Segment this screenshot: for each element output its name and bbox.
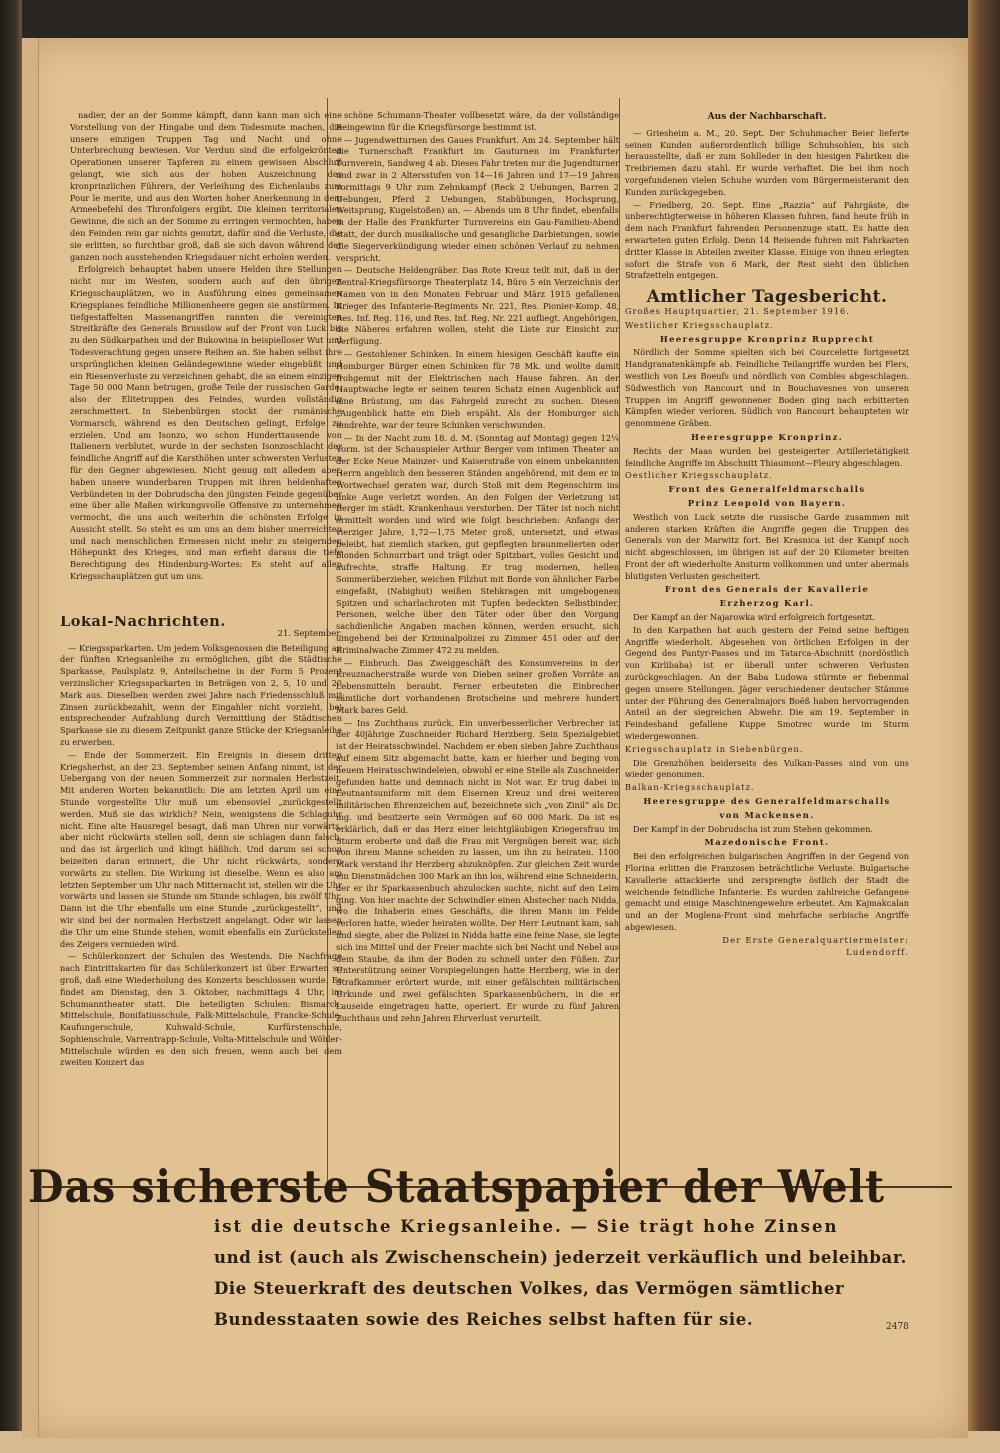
lokal-heading: Lokal-Nachrichten. (60, 616, 226, 630)
karl-heading: Front des Generals der Kavallerie (664, 584, 870, 595)
paragraph: — Schülerkonzert der Schulen des Westends. Die Nachfrage nach Eintrittskarten für das Schülerkonzert ist über Erwarten so groß, daß eine Wiederholung des Konzerts beschlossen wurde. Es findet am Dienstag, den 3. Oktober, nachmittags 4 Uhr, im Schumanntheater statt. Die beteiligten Schulen: Bismarck-Mittelschule, Bonifatiusschule, Falk-Mittelschule, Francke-Schule, Kaufungerschule, Kuhwald-Schule, Kurfürstenschule, Sophienschule, Varrentrapp-Schule, Volta-Mittelschule und Wöhler-Mittelschule würden es den sich freuen, wenn auch bei dem zweiten Konzert das (60, 951, 342, 1068)
paragraph: — Kriegssparkarten. Um jedem Volksgenossen die Beteiligung an der fünften Kriegsanleihe zu ermöglichen, gibt die Städtische Sparkasse, Paulsplatz 9, Anteilscheine in der Form 5 Prozent verzinslicher Kriegssparkarten in Beträgen von 2, 5, 10 und 20 Mark aus. Dieselben werden zwei Jahre nach Friedensschluß mit Zinsen zurückbezahlt, wenn der Eingahler nicht vorzieht, bei entsprechender Aufzahlung durch Vermittlung der Städtischen Sparkasse sie zu diesem Zeitpunkt ganze Stücke der Kriegsanleihe zu erwerben. (60, 642, 342, 747)
ad-line-4: Bundesstaaten sowie des Reiches selbst haften für sie. (214, 1310, 754, 1329)
paragraph: — Ende der Sommerzeit. Ein Ereignis in diesem dritten Kriegsherbst, an der 23. September seinen Anfang nimmt, ist der Uebergang von der neuen Sommerzeit zur normalen Herbstzeit. Mit anderen Worten bekanntlich: Die am letzten April um eine Stunde vorgestellte Uhr muß um ebensoviel „zurückgestellt werden. Muß sie das wirklich? Nein, wenigstens die Schlaguhr nicht. Eine alte Hausregel besagt, daß man Uhren nur vorwärts, aber nicht rückwärts stellen soll, denn sie schlagen dann falsch, und das ist ärgerlich und klingt häßlich. Und darum sei schon beizeiten daran erinnert, die Uhr nicht rückwärts, sondern vorwärts zu stellen. Die Wirkung ist dieselbe. Wenn es also am letzten September um Uhr nach Mitternacht ist, stellen wir die Uhr vorwärts und lassen sie Stunde um Stunde schlagen, bis zwölf Uhr. Dann ist die Uhr ebenfalls um eine Stunde „zurückgestellt“, und wir sind bei der normalen Herbstzeit angelangt. Oder wir lassen die Uhr um eine Stunde stehen, womit ebenfalls ein Zurückstellen des Zeigers vermieden wird. (60, 749, 342, 949)
paragraph: — Ins Zuchthaus zurück. Ein unverbesserlicher Verbrecher ist der 40jährige Zuschneider Richard Herzberg. Sein Spezialgebiet ist der Heiratsschwindel. Nachdem er eben sieben Jahre Zuchthaus auf einem Sitz abgemacht hatte, kam er hierher und beging von neuem Heiratsschwindeleien, obwohl er eine Stelle als Zuschneider gefunden hatte und demnach nicht in Not war. Er trug dabei in Leutnantsuniform mit dem Eisernen Kreuz und drei weiteren militärischen Ehrenzeichen auf, bezeichnete sich „von Zinil“ als Dr. ing. und besitzerte sein Vermögen auf 60 000 Mark. Da ist es erklärlich, daß er das Herz einer leichtgläubigen Kriegersfrau im Sturm eroberte und daß die Frau mit Vergnügen bereit war, sich von ihrem Manne scheiden zu lassen, um ihn zu heiraten. 1100 Mark verstand ihr Herzberg abzuknöpfen. Zur gleichen Zeit wurde ein Dienstmädchen 300 Mark an ihn los, während eine Schneiderin, der er ihr Sparkassenbuch abzulocken suchte, nicht auf den Leim ging. Von hier machte der Schwindler einen Abstecher nach Nidda, wo die Inhaberin eines Geschäfts, die ihren Mann im Felde verloren hatte, wieder heiraten wollte. Der Herr Leutnant kam, sah und siegte, aber die Polizei in Nidda hatte eine feine Nase, sie legte sich ins Mittel und der Freier machte sich bei Nacht und Nebel aus dem Staube, da ihm der Boden zu schnell unter den Füßen. Zur Unterstützung seiner Vorspiegelungen hatte Herzberg, wie in der Strafkammer erörtert wurde, mit einer gefälschten militärischen Urkunde und zwei gefälschten Sparkassenbüchern, in die er Lauseide eingetragen hatte, operiert. Er wurde zu fünf Jahren Zuchthaus und zehn Jahren Ehrverlust verurteilt. (336, 717, 619, 1023)
paragraph: Westlich von Luck setzte die russische Garde zusammen mit anderen starken Kräften die Angriffe gegen die Truppen des Generals von der Marwitz fort. Bei Krasnica ist der Kampf noch nicht abgeschlossen, im übrigen ist auf der 20 Kilometer breiten Front der oft wiederholte Ansturm vollkommen und unter abermals blutigsten Verlusten gescheitert. (625, 511, 909, 581)
mackensen-heading: Heeresgruppe des Generalfeldmarschalls (643, 796, 891, 807)
paragraph: Rechts der Maas wurden bei gesteigerter Artillerietätigkeit feindliche Angriffe im Abschnitt Thiaumont—Fleury abgeschlagen. (625, 445, 909, 468)
paragraph: — Deutsche Heldengräber. Das Rote Kreuz teilt mit, daß in der Zentral-Kriegsfürsorge Theaterplatz 14, Büro 5 ein Verzeichnis der Namen von in den Monaten Februar und März 1915 gefallenen Krieger des Infanterie-Regiments Nr. 221, Res. Pionier-Komp. 48, Res. Inf. Reg. 116, und Res. Inf. Reg. Nr. 221 aufliegt. Angehörigen, die Näheres erfahren wollen, steht die Liste zur Einsicht zur Verfügung. (336, 265, 619, 347)
ad-line-3: Die Steuerkraft des deutschen Volkes, das Vermögen sämtlicher (214, 1279, 845, 1298)
mackensen-name: von Mackensen. (719, 809, 815, 820)
signature-name: Ludendorff. (846, 946, 909, 957)
column-2 (336, 110, 619, 1178)
column-1-lokal (60, 616, 342, 1176)
paragraph: In den Karpathen hat auch gestern der Feind seine heftigen Angriffe wiederholt. Abgesehen von örtlichen Erfolgen in der Gegend des Pantyr-Passes und im Tatarca-Abschnitt (nordöstlich von Kirlibaba) ist er überall unter schweren Verlusten zurückgeschlagen. An der Baba Ludowa stürmte er fiebenmal gegen unsere Stellungen. Jäger verschiedener deutscher Stämme unter der Führung des Generalmajors Boëß haben hervorragenden Anteil an der siegreichen Abwehr. Die am 19. September in Feindeshand gefallene Kuppe Smotrec wurde im Sturm wiedergewonnen. (625, 624, 909, 742)
ad-headline: Das sicherste Staatspapier der Welt (28, 1160, 886, 1213)
paragraph: schöne Schumann-Theater vollbesetzt wäre, da der vollständige Reingewinn für die Kriegsfürsorge bestimmt ist. (336, 110, 619, 132)
paragraph: Erfolgreich behauptet haben unsere Helden ihre Stellungen nicht nur im Westen, sondern auch auf den übrigen Kriegsschauplätzen, wo in Ausführung eines gemeinsamen Kriegsplanes feindliche Millionenheere gegen sie anstürmen. In tiefgestaffelten Massenangriffen rannten die vereinigten Streitkräfte des Generals Brussilow auf der Front von Luck bis zu den Südkarpathen und der Bukowina in beispielloser Wut und Todesverachtung gegen unsere Reihen an. Sie haben selbst ihre ursprünglichen kleinen Geländegewinne wieder eingebüßt und ein Riesenverluste zu verzeichnen gehabt, die an einem einzigen Tage 50 000 Mann betrugen, große Teile der russischen Garde, also der Elitetruppen des Feindes, wurden vollständig zerschmettert. In Siebenbürgen stockt der rumänische Vormarsch, während es den Deutschen gelingt, Erfolge zu erzielen. Und am Isonzo, wo schon Hunderttausende von Italienern verblutet, wurde in der sechsten Isonzoschlacht der feindliche Angriff auf die Karsthöhen unter schwersten Verlusten für den Gegner abgewiesen. Nicht genug mit alledem aber, haben unsere wunderbaren Truppen mit ihren heldenhaften Verbündeten in der Dobrudscha den jüngsten Feinde gegenüber eine über alle Maßen wirkungsvolle Offensive zu unternehmen vermocht, die uns auch weiterhin die schönsten Erfolge in Aussicht stellt. So steht es um uns an dem bisher unerreichten und nach menschlichen Ermessen nicht mehr zu steigernden Höhepunkt des Krieges, und man erfieht daraus die tiefe Berechtigung des Hindenburg-Wortes: Es steht auf allen Kriegsschauplätzen gut um uns. (70, 264, 342, 582)
column-3 (625, 110, 909, 1178)
paragraph: nadier, der an der Somme kämpft, dann kann man sich eine Vorstellung von der Hingabe und dem Todesmute machen, die unsere einzigen Truppen Tag und Nacht und ohne Unterbrechung bewiesen. Vor Verdun sind die erfolgekrönten Operationen unserer Tapferen zu einem gewissen Abschluß gelangt, wie sich aus der hohen Auszeichnung des kronprinzlichen Führers, der Verleihung des Eichenlaubs zum Pour le merite, und aus den Worten hoher Anerkennung in dem Armeebefehl des Thronfolgers ergibt. Die kleinen territorialen Gewinne, die sich an der Somme zu erringen vermochten, haben den Feinden rein gar nichts genutzt, dafür sind die Verluste, die sie erlitten, so furchtbar groß, daß sie sich davon während der ganzen noch ausstehenden Kriegsdauer nicht erholen werden. (70, 110, 342, 262)
siebenbuergen-heading: Kriegsschauplatz in Siebenbürgen. (625, 743, 804, 754)
ad-line-1: ist die deutsche Kriegsanleihe. — Sie trägt hohe Zinsen (214, 1217, 839, 1236)
leopold-name: Prinz Leopold von Bayern. (687, 497, 847, 508)
tagesbericht-heading: Amtlicher Tagesbericht. (646, 287, 888, 308)
paragraph: Bei den erfolgreichen bulgarischen Angriffen in der Gegend von Florina erlitten die Franzosen beträchtliche Verluste. Bulgarische Kavallerie attackierte und zersprengte östlich der Stadt die weichende feindliche Infanterie. Es wurden zahlreiche Gefangene gemacht und einige Maschinengewehre erbeutet. Am Kajmakcalan und an der Moglena-Front sind mehrfache serbische Angriffe abgewiesen. (625, 851, 909, 932)
paragraph: Der Kampf in der Dobrudscha ist zum Stehen gekommen. (633, 823, 873, 834)
paragraph: — Einbruch. Das Zweiggeschäft des Konsumvereins in der Kreuznacherstraße wurde von Dieben seiner großen Vorräte an Lebensmitteln beraubt. Ferner erbeuteten die Einbrecher sämtliche dort vorhandenen Brotscheine und mehrere hundert Mark bares Geld. (336, 657, 619, 715)
lokal-date: 21. September. (277, 627, 342, 638)
paragraph: — Friedberg, 20. Sept. Eine „Razzia“ auf Fahrgäste, die unberechtigterweise in höheren Klassen fuhren, fand heute früh in dem nach Frankfurt fahrenden Personenzuge statt. Es hatte den erwarteten guten Erfolg. Denn 14 Reisende fuhren mit Fahrkarten dritter Klasse in Abteilen zweiter Klasse. Einige von ihnen erlegten sofort die Strafe von 6 Mark, der Rest sieht den üblichen Strafzetteln entgegen. (625, 199, 909, 281)
karl-name: Erzherzog Karl. (719, 598, 815, 609)
paragraph: Der Kampf an der Najarowka wird erfolgreich fortgesetzt. (633, 612, 876, 623)
leopold-heading: Front des Generalfeldmarschalls (668, 484, 866, 495)
binding-left-edge (0, 0, 22, 1453)
paragraph: Nördlich der Somme spielten sich bei Courcelette fortgesetzt Handgranatenkämpfe ab. Feindliche Teilangriffe wurden bei Flers, westlich von Les Boeufs und nördlich von Combles abgeschlagen. Südwestlich von Rancourt und in Bouchavesnes von unseren Truppen im Angriff gewonnener Boden ging nach erbitterten Kämpfen wieder verloren. Südlich von Rancourt behaupteten wir genommene Gräben. (625, 347, 909, 429)
binding-right-edge (968, 0, 1000, 1453)
paragraph: Die Grenzhöhen beiderseits des Vulkan-Passes sind von uns wieder genommen. (625, 757, 909, 780)
paragraph: — Jugendwetturnen des Gaues Frankfurt. Am 24. September hält die Turnerschaft Frankfurt im Gauturnen im Frankfurter Turnverein, Sandweg 4 ab. Dieses Fahr treten nur die Jugendturner und zwar in 2 Altersstufen von 14—16 Jahren und 17—19 Jahren vormittags 9 Uhr zum Zehnkampf (Reck 2 Uebungen, Barren 2 Uebungen, Pferd 2 Uebungen, Stabübungen, Hochsprung, Weitsprung, Kugelstoßen) an. — Abends um 8 Uhr findet, ebenfalls in der Halle des Frankfurter Turnvereins ein Gau-Familien-Abend statt, der durch musikalische und gesangliche Darbietungen, sowie die Siegerverkündigung wieder einen schönen Verlauf zu nehmen verspricht. (336, 134, 619, 263)
ad-number: 2478 (886, 1322, 909, 1332)
mazedonien-heading: Mazedonische Front. (704, 837, 830, 848)
column-1-war-report (70, 110, 342, 670)
paragraph: — Griesheim a. M., 20. Sept. Der Schuhmacher Beier lieferte seinen Kunden außerordentlich billige Schuhsohlen, bis sich herausstellte, daß er zum Sohlleder in den hiesigen Fabriken die Treibriemen dazu stahl. Er wurde verhaftet. Die bei ihm noch vorgefundenen vielen Schuhe wurden vom Bürgermeisteramt den Kunden zurückgegeben. (625, 127, 909, 197)
paragraph: — In der Nacht zum 18. d. M. (Sonntag auf Montag) gegen 12¼ Vorm. ist der Schauspieler Arthur Berger vom intimen Theater an der Ecke Neue Mainzer- und Kaiserstraße von einem unbekannten Herrn angeblich den besseren Ständen angehörend, mit dem er in Wortwechsel geraten war, durch Stoß mit dem Regenschirm ins linke Auge verletzt worden. An den Folgen der Verletzung ist Berger im städt. Krankenhaus verstorben. Der Täter ist noch nicht ermittelt worden und wird wie folgt beschrieben: Anfangs der vierziger Jahre, 1,72—1,75 Meter groß, untersetzt, und etwas beleibt, hat ziemlich starken, gut gepflegten braunmelierten oder blonden Schnurrbart und trägt oder Spitzbart, volles Gesicht und aufrechte, straffe Haltung. Er trug modernen, hellen Sommerüberzieher, weichen Filzhut mit Borde von ähnlicher Farbe eingefaßt, (Nabighut) weißen Stehkragen mit umgebogenen Spitzen und scharlachroten mit Tupfen bedeckten Selbstbinder. Personen, welche über den Täter oder über den Vorgang sachdienliche Angaben machen können, werden ersucht, sich umgehend bei der Kriminalpolizei zu Zimmer 451 oder auf der Kriminalwache Zimmer 472 zu melden. (336, 432, 619, 655)
ad-line-2: und ist (auch als Zwischenschein) jederzeit verkäuflich und beleihbar. (214, 1248, 907, 1267)
paragraph: — Gestohlener Schinken. In einem hiesigen Geschäft kaufte ein Homburger Bürger einen Schinken für 78 Mk. und wollte damit frohgemut mit der Elektrischen nach Hause fahren. An der Hauptwache legte er seinen teuren Schatz einen Augenblick auf eine Brüstung, um das Fahrgeld zurecht zu suchen. Diesen „Augenblick hatte ein Dieb erspäht. Als der Homburger sich umdrehte, war der teure Schinken verschwunden. (336, 348, 619, 430)
nachbarschaft-heading: Aus der Nachbarschaft. (707, 112, 827, 122)
balkan-heading: Balkan-Kriegsschauplatz. (625, 782, 755, 793)
previous-page-edge (22, 38, 39, 1438)
tagesbericht-dateline: Großes Hauptquartier, 21. September 1916. (625, 305, 850, 316)
west-heading: Westlicher Kriegsschauplatz. (625, 319, 774, 330)
column-rule-right (619, 98, 620, 1183)
kronprinz-heading: Heeresgruppe Kronprinz. (690, 431, 844, 442)
ruprecht-heading: Heeresgruppe Kronprinz Rupprecht (659, 333, 875, 344)
signature-role: Der Erste Generalquartiermeister: (722, 934, 909, 945)
ost-heading: Oestlicher Kriegsschauplatz. (625, 470, 773, 481)
